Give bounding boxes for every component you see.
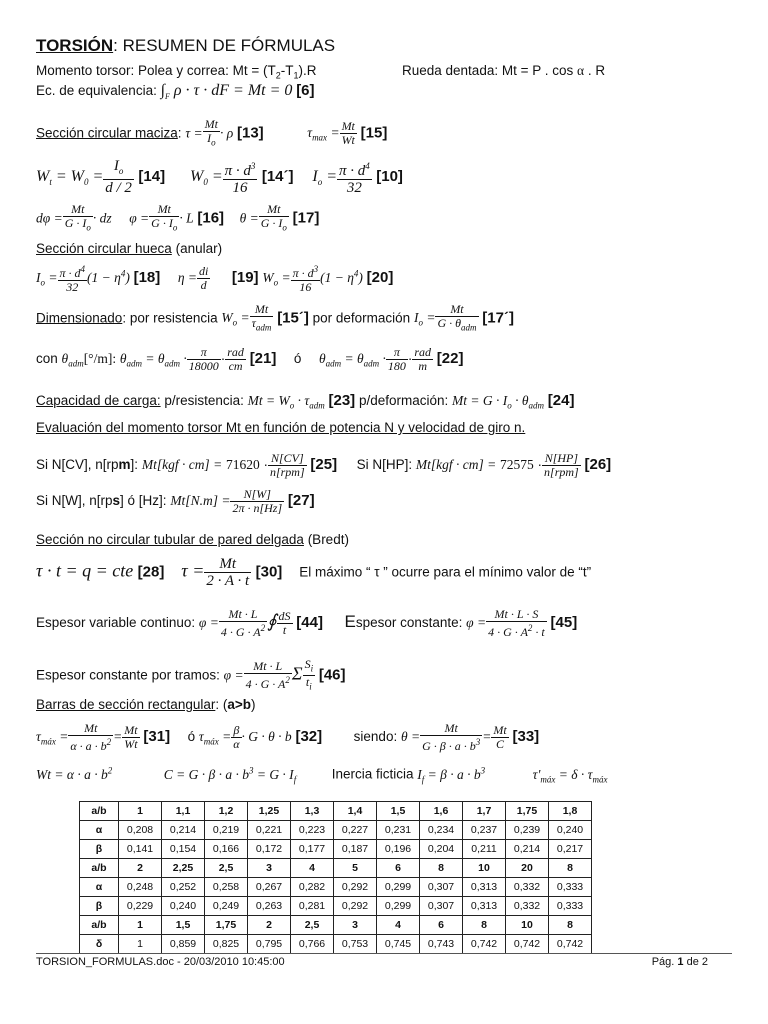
table-cell: 0,825 [205,935,248,954]
evaluacion-momento: Evaluación del momento torsor Mt en función de potencia N y velocidad de giro n. [36,420,526,435]
table-cell: 1,25 [248,802,291,821]
table-cell: 0,263 [248,897,291,916]
table-cell: 0,742 [463,935,506,954]
table-cell: 0,231 [377,821,420,840]
table-cell: 20 [506,859,549,878]
table-cell: 1 [119,935,162,954]
table-row-label: a/b [80,859,119,878]
table-cell: 0,313 [463,897,506,916]
table-cell: 0,313 [463,878,506,897]
espesor-variable: Espesor variable continuo: φ = $\frac{Mt \cdot L}{4 \cdot G \cdot A^2}$ ∮ $\frac{dS}{t}$ [44] Espesor constante: φ = $\frac{Mt \cdot L \cdot S}{4 \cdot G \cdot A^2 \cdot t}$ [45] [36,607,578,639]
table-cell: 1,1 [162,802,205,821]
table-cell: 0,859 [162,935,205,954]
table-cell: 0,223 [291,821,334,840]
table-cell: 1,7 [463,802,506,821]
table-cell: 0,234 [420,821,463,840]
table-cell: 0,240 [549,821,592,840]
table-row [80,859,592,878]
capacidad-carga: Capacidad de carga: p/resistencia: $Mt = W_o \cdot \tau_{adm}$ [23] p/deformación: $Mt = G \cdot I_o \cdot \theta_{adm}$ [24] [36,392,575,411]
inercia-line: $Wt = \alpha \cdot a \cdot b^2$ $C = G \cdot \beta \cdot a \cdot b^3 = G \cdot I_f$ Inercia ficticia $I_f = \beta \cdot a \cdot b^3$ $\tau'_{máx} = \delta \cdot \tau_{máx}$ [36,765,608,785]
footer-rule [36,953,732,954]
table-cell: 0,307 [420,897,463,916]
table-row [80,878,592,897]
table-cell: 0,239 [506,821,549,840]
table-row [80,840,592,859]
table-row-label: δ [80,935,119,954]
table-cell: 0,249 [205,897,248,916]
table-row-label: α [80,821,119,840]
table-cell: 3 [248,859,291,878]
table-cell: 1,8 [549,802,592,821]
table-cell: 0,141 [119,840,162,859]
seccion-circular-hueca: Sección circular hueca (anular) [36,241,223,256]
modulos-resistentes: $W_t = W_0$ = $\frac{I_o}{d / 2}$ [14] $W_0$ = $\frac{\pi \cdot d^3}{16}$ [14´] $I_o$ = $\frac{\pi \cdot d^4}{32}$ [10] [36,158,403,196]
table-cell: 0,267 [248,878,291,897]
table-cell: 0,745 [377,935,420,954]
table-cell: 0,187 [334,840,377,859]
table-cell: 0,221 [248,821,291,840]
table-cell: 0,333 [549,878,592,897]
table-cell: 0,172 [248,840,291,859]
table-cell: 0,219 [205,821,248,840]
table-cell: 0,248 [119,878,162,897]
potencia-cv-hp: Si N[CV], n[rpm]: Mt[kgf · cm] = 71620 · $\frac{N[CV]}{\text{n[rpm]}}$ [25] Si N[HP]: Mt[kgf · cm] = 72575 · $\frac{N[HP]}{\text{n[rpm]}}$ [26] [36,451,612,479]
equivalencia-line: Ec. de equivalencia: $\int_F$ ρ · τ · dF = Mt = 0 [6] [36,82,315,102]
table-cell: 1,2 [205,802,248,821]
table-cell: 8 [549,859,592,878]
table-row [80,821,592,840]
table-cell: 0,307 [420,878,463,897]
table-cell: 0,292 [334,897,377,916]
footer-filename: TORSION_FORMULAS.doc - 20/03/2010 10:45:00 [36,956,285,968]
table-cell: 0,292 [334,878,377,897]
table-cell: 0,795 [248,935,291,954]
page-footer [36,956,708,968]
table-cell: 0,742 [549,935,592,954]
page-title [36,36,335,56]
coeficientes-table [79,801,592,954]
table-cell: 0,299 [377,897,420,916]
table-row-label: α [80,878,119,897]
table-cell: 0,766 [291,935,334,954]
table-cell: 0,204 [420,840,463,859]
table-cell: 2 [248,916,291,935]
page-number: Pág. 1 de 2 [651,956,708,968]
table-cell: 0,299 [377,878,420,897]
seccion-no-circular: Sección no circular tubular de pared delgada (Bredt) [36,532,349,547]
table-cell: 5 [334,859,377,878]
table-cell: 10 [506,916,549,935]
table-cell: 0,154 [162,840,205,859]
table-cell: 2,25 [162,859,205,878]
table-cell: 8 [549,916,592,935]
table-cell: 0,281 [291,897,334,916]
table-cell: 1,75 [205,916,248,935]
table-cell: 0,282 [291,878,334,897]
espesor-tramos: Espesor constante por tramos: φ = $\frac{Mt \cdot L}{4 \cdot G \cdot A^2}$ Σ $\frac{S_i}{t_i}$ [46] [36,657,346,692]
table-cell: 0,177 [291,840,334,859]
table-row [80,916,592,935]
table-cell: 1,5 [162,916,205,935]
table-row-label: a/b [80,916,119,935]
table-row [80,802,592,821]
momento-torsor-line: Momento torsor: Polea y correa: $Mt = (T_2-T_1).R$ Rueda dentada: Mt = P . cos α . R [36,63,606,81]
table-cell: 2 [119,859,162,878]
table-cell: 1,6 [420,802,463,821]
table-cell: 10 [463,859,506,878]
table-cell: 0,332 [506,897,549,916]
table-cell: 0,333 [549,897,592,916]
angulo-admisible: con $\theta_{adm}[^\circ/m]$: $\theta_{adm} = \theta_{adm}$ · $\frac{\pi}{18000}$ · $\frac{\text{rad}}{cm}$ [21] ó $\theta_{adm} = \theta_{adm}$ · $\frac{\pi}{180}$ · $\frac{\text{rad}}{m}$ [22] [36,345,464,373]
table-cell: 8 [463,916,506,935]
table-cell: 0,237 [463,821,506,840]
seccion-circular-maciza: Sección circular maciza: τ = $\frac{Mt}{I_o}$ · ρ [13] $\tau_{max}$ = $\frac{Mt}{Wt}$ [15] [36,117,388,148]
table-cell: 0,229 [119,897,162,916]
table-cell: 2,5 [291,916,334,935]
table-cell: 0,211 [463,840,506,859]
title-rest: : RESUMEN DE FÓRMULAS [113,36,336,55]
table-cell: 0,227 [334,821,377,840]
table-cell: 4 [291,859,334,878]
table-cell: 0,742 [506,935,549,954]
table-cell: 0,252 [162,878,205,897]
table-row-label: a/b [80,802,119,821]
table-cell: 0,166 [205,840,248,859]
table-cell: 1,4 [334,802,377,821]
table-cell: 0,214 [162,821,205,840]
table-cell: 0,217 [549,840,592,859]
hueca-formulas: $I_o$ = $\frac{\pi \cdot d^4}{32}$ $(1 - \eta^4)$ [18] η = $\frac{di}{d}$ [19] $W_o$ = $\frac{\pi \cdot d^3}{16}$ $(1 - \eta^4)$ [20] [36,264,394,294]
table-row [80,897,592,916]
potencia-w: Si N[W], n[rps] ó [Hz]: Mt[N.m] = $\frac{N[W]}{2\pi \cdot n[Hz]}$ [27] [36,487,315,515]
table-cell: 0,743 [420,935,463,954]
table-row [80,935,592,954]
table-cell: 0,240 [162,897,205,916]
table-cell: 0,214 [506,840,549,859]
table-cell: 6 [420,916,463,935]
table-cell: 6 [377,859,420,878]
table-row-label: β [80,897,119,916]
table-cell: 1,5 [377,802,420,821]
table-cell: 1,75 [506,802,549,821]
title-torsion: TORSIÓN [36,36,114,55]
angulo-torsion: dφ = $\frac{Mt}{G \cdot I_o}$ · dz φ = $\frac{Mt}{G \cdot I_o}$ · L [16] θ = $\frac{Mt}{G \cdot I_o}$ [17] [36,202,320,233]
table-cell: 3 [334,916,377,935]
table-cell: 0,208 [119,821,162,840]
table-cell: 1 [119,802,162,821]
table-cell: 4 [377,916,420,935]
table-cell: 0,196 [377,840,420,859]
table-cell: 0,258 [205,878,248,897]
table-cell: 0,753 [334,935,377,954]
dimensionado: Dimensionado: por resistencia $W_o$ = $\frac{Mt}{\tau_{adm}}$ [15´] por deformación $I_o$ = $\frac{Mt}{G \cdot \theta_{adm}}$ [17´] [36,302,514,333]
bredt-formulas: τ · t = q = cte [28] τ = $\frac{Mt}{2 \cdot A \cdot t}$ [30] El máximo “ τ ” ocurre para el mínimo valor de “t” [36,556,592,589]
rectangular-formulas: $\tau_{máx}$ = $\frac{Mt}{\alpha \cdot a \cdot b^2}$ = $\frac{Mt}{Wt}$ [31] ó $\tau_{máx}$ = $\frac{\beta}{\alpha}$ · G · θ · b [32] siendo: θ = $\frac{Mt}{G \cdot \beta \cdot a \cdot b^3}$ = $\frac{Mt}{C}$ [33] [36,721,540,753]
table-cell: 0,332 [506,878,549,897]
barras-rectangulares: Barras de sección rectangular: (a>b) [36,697,256,712]
table-cell: 1 [119,916,162,935]
table-cell: 8 [420,859,463,878]
table-cell: 2,5 [205,859,248,878]
table-cell: 1,3 [291,802,334,821]
table-row-label: β [80,840,119,859]
